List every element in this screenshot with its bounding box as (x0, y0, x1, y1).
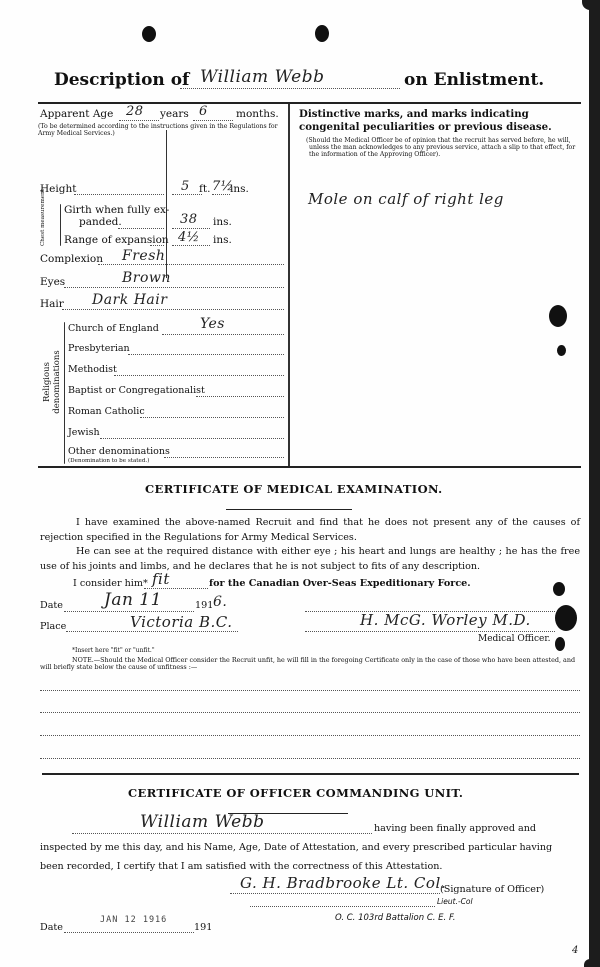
religion-other-note: (Denomination to be stated.) (68, 458, 150, 464)
name-field-line (180, 88, 400, 89)
apparent-age-label: Apparent Age (40, 108, 114, 120)
oc-para-3: been recorded, I certify that I am satisfied with the correctness of this Attestation. (40, 861, 443, 872)
age-months-line (193, 120, 233, 121)
fitness-value: fit (152, 570, 170, 588)
oc-para-1: having been finally approved and (374, 823, 537, 834)
age-years-line (119, 120, 159, 121)
height-ft-value: 5 (181, 179, 190, 194)
ins-label: ins. (230, 183, 249, 195)
unfitness-cause-line (40, 758, 580, 759)
religion-item-baptist: Baptist or Congregationalist (68, 385, 205, 396)
punch-hole (557, 345, 566, 356)
exam-year-suffix: 6. (213, 594, 228, 610)
form-title-suffix: on Enlistment. (404, 70, 545, 90)
eyes-line (64, 287, 284, 288)
complexion-label: Complexion (40, 253, 103, 265)
religion-item-church-of-england: Church of England (68, 323, 159, 334)
religion-label-2: denominations (52, 350, 62, 414)
medical-officer-label: Medical Officer. (478, 634, 551, 644)
eyes-label: Eyes (40, 276, 66, 288)
religion-line (164, 457, 284, 458)
range-label: Range of expansion (64, 234, 169, 246)
medical-para-1: I have examined the above-named Recruit and find that he does not present any of the causes of rejection specified in the Regulations for Army Medical Services. (40, 517, 580, 543)
eyes-value: Brown (122, 270, 171, 286)
range-label-line (150, 245, 164, 246)
oc-unit-stamp: O. C. 103rd Battalion C. E. F. (335, 913, 456, 923)
religion-label-1: Religious (42, 362, 52, 402)
chest-measurement-label (40, 189, 46, 246)
height-label: Height (40, 183, 77, 195)
ft-label: ft. (199, 183, 211, 195)
consider-suffix: for the Canadian Over-Seas Expeditionary Force. (209, 578, 471, 589)
exam-year-prefix: 191 (195, 600, 214, 611)
age-note: (To be determined according to the instructions given in the Regulations for Army Medical Services.) (38, 123, 278, 137)
religion-item-roman-catholic: Roman Catholic (68, 406, 145, 417)
form-title-prefix: Description of (54, 70, 190, 90)
range-value: 4½ (178, 230, 200, 245)
range-ins-label: ins. (213, 234, 232, 246)
oc-date-stamp: JAN 12 1916 (100, 915, 168, 925)
page-mark: 4 (572, 945, 579, 956)
religion-line (128, 354, 284, 355)
religion-line (114, 375, 284, 376)
girth-value: 38 (180, 212, 198, 227)
oc-rank-stamp: Lieut.-Col (437, 897, 473, 906)
exam-date-line (64, 611, 194, 612)
exam-place-value: Victoria B.C. (130, 613, 233, 631)
distinctive-marks-value: Mole on calf of right leg (308, 190, 504, 208)
months-label: months. (236, 108, 279, 120)
girth-value-line (172, 228, 210, 229)
girth-label-line (118, 228, 164, 229)
unfitness-cause-line (40, 712, 580, 713)
chest-brace (60, 204, 61, 246)
hair-value: Dark Hair (92, 292, 168, 308)
oc-date-line (64, 932, 194, 933)
oc-recruit-name: William Webb (140, 812, 265, 832)
scan-edge-notch (584, 959, 590, 967)
section-divider (38, 466, 581, 468)
religion-item-presbyterian: Presbyterian (68, 343, 130, 354)
heading-underline (226, 509, 352, 510)
girth-label-1: Girth when fully ex- (64, 204, 170, 216)
religion-item-other: Other denominations (68, 446, 170, 457)
marks-note: (Should the Medical Officer be of opinion that the recruit has served before, he will, unless the man acknowledges to any previous service, attach a slip to that effect, for the information of the Approving Officer). (306, 137, 576, 158)
punch-hole (142, 26, 156, 42)
hair-line (62, 309, 284, 310)
recruit-name: William Webb (200, 67, 325, 87)
oc-year-prefix: 191 (194, 922, 213, 933)
consider-label: I consider him* (73, 578, 148, 589)
medical-para-2: He can see at the required distance with either eye ; his heart and lungs are healthy ; he has the free use of his joints and limbs, and he declares that he is not subject to fits of any description. (40, 546, 580, 572)
religion-brace (64, 322, 65, 464)
exam-place-line (66, 631, 238, 632)
age-months-value: 6 (199, 104, 208, 119)
religion-value-church-of-england: Yes (200, 316, 225, 332)
exam-place-label: Place (40, 621, 67, 632)
religion-item-methodist: Methodist (68, 364, 117, 375)
oc-signature: G. H. Bradbrooke Lt. Col. (240, 874, 447, 892)
medical-cert-heading: CERTIFICATE OF MEDICAL EXAMINATION. (145, 482, 443, 496)
insert-note: *Insert here "fit" or "unfit." (72, 647, 155, 654)
column-divider (288, 104, 290, 466)
oc-rank-line (250, 906, 435, 907)
religion-group-label (42, 332, 62, 432)
range-value-line (172, 245, 210, 246)
unfit-note: NOTE.—Should the Medical Officer consider the Recruit unfit, he will fill in the foregoing Certificate only in the case of those who have been attested, and will briefly state below the cause of unfitness :— (40, 656, 576, 671)
years-label: years (160, 108, 189, 120)
girth-ins-label: ins. (213, 216, 232, 228)
religion-item-jewish: Jewish (68, 427, 100, 438)
exam-date-label: Date (40, 600, 63, 611)
medical-officer-signature: H. McG. Worley M.D. (360, 611, 531, 629)
height-ft-line (172, 194, 202, 195)
title-divider (38, 102, 581, 104)
height-label-line (74, 194, 164, 195)
age-years-value: 28 (126, 104, 144, 119)
commanding-cert-heading: CERTIFICATE OF OFFICER COMMANDING UNIT. (128, 786, 464, 800)
punch-hole (549, 305, 567, 327)
girth-label-2: panded. (79, 216, 122, 228)
religion-line (162, 334, 284, 335)
oc-para-2: inspected by me this day, and his Name, Age, Date of Attestation, and every prescribed particular having (40, 842, 553, 853)
height-in-line (212, 194, 230, 195)
religion-line (100, 438, 284, 439)
height-in-value: 7½ (212, 179, 234, 194)
punch-hole (555, 637, 565, 651)
section-divider (42, 773, 579, 775)
punch-hole (315, 25, 329, 42)
unfitness-cause-line (40, 690, 580, 691)
complexion-value: Fresh (122, 248, 166, 264)
oc-signature-label: (Signature of Officer) (440, 884, 545, 895)
consider-line (144, 588, 208, 589)
unfitness-cause-line (40, 735, 580, 736)
religion-line (196, 396, 284, 397)
scan-edge (589, 0, 600, 967)
punch-hole (553, 582, 565, 596)
chest-measurement-text: Chest measurement (40, 189, 46, 246)
complexion-line (98, 264, 284, 265)
punch-hole (555, 605, 577, 631)
scan-edge-notch (582, 0, 590, 10)
oc-name-line (72, 833, 372, 834)
oc-signature-line (230, 893, 440, 894)
religion-line (140, 417, 284, 418)
exam-date-value: Jan 11 (104, 590, 162, 610)
marks-heading: Distinctive marks, and marks indicating congenital peculiarities or previous disease. (299, 108, 552, 133)
hair-label: Hair (40, 298, 64, 310)
oc-date-label: Date (40, 922, 63, 933)
